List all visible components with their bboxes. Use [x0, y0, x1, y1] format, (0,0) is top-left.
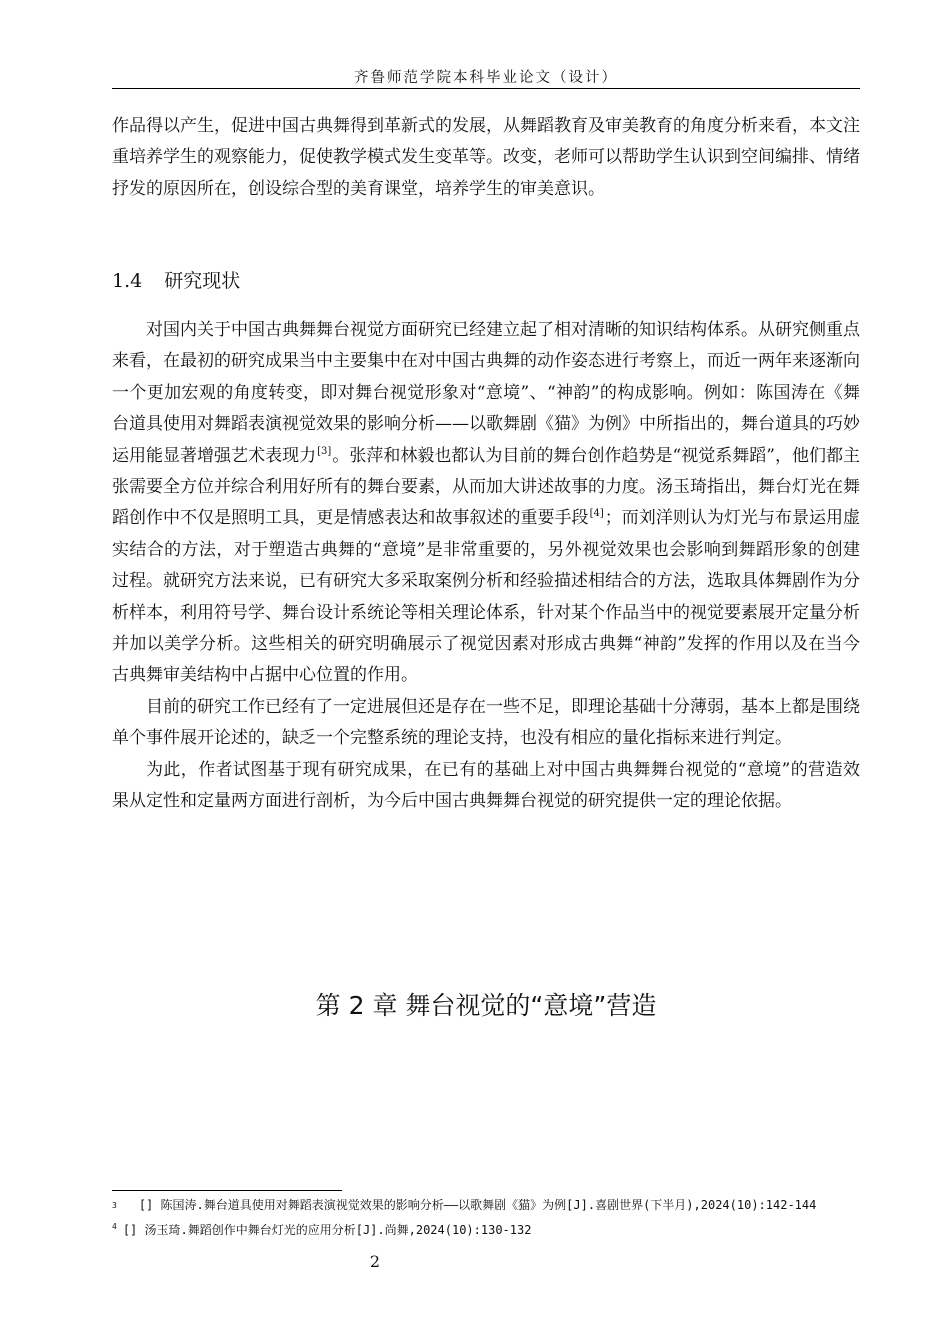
footnote-text: [] 陈国涛.舞台道具使用对舞蹈表演视觉效果的影响分析——以歌舞剧《猫》为例[J].喜剧世界(下半月),2024(10):142-144	[138, 1198, 817, 1212]
footnote-text: [] 汤玉琦.舞蹈创作中舞台灯光的应用分析[J].尚舞,2024(10):130-132	[122, 1223, 532, 1237]
section-heading	[112, 266, 240, 293]
intro-paragraph	[112, 111, 860, 205]
citation-ref-4[interactable]: [4]	[589, 508, 604, 520]
footnotes	[112, 1197, 860, 1239]
footnote-3	[112, 1197, 860, 1218]
footnote-number: 3	[112, 1201, 117, 1210]
intro-paragraph-text: 作品得以产生，促进中国古典舞得到革新式的发展，从舞蹈教育及审美教育的角度分析来看，本文注重培养学生的观察能力，促使教学模式发生变革等。改变，老师可以帮助学生认识到空间编排、情绪抒发的原因所在，创设综合型的美育课堂，培养学生的审美意识。	[112, 116, 860, 199]
purpose-paragraph: 为此，作者试图基于现有研究成果，在已有的基础上对中国古典舞舞台视觉的“意境”的营造效果从定性和定量两方面进行剖析，为今后中国古典舞舞台视觉的研究提供一定的理论依据。	[112, 759, 860, 812]
shortcomings-paragraph: 目前的研究工作已经有了一定进展但还是存在一些不足，即理论基础十分薄弱，基本上都是围绕单个事件展开论述的，缺乏一个完整系统的理论支持，也没有相应的量化指标来进行判定。	[112, 696, 860, 749]
citation-ref-3[interactable]: [3]	[317, 445, 332, 457]
main-body	[112, 315, 860, 818]
chapter-title: 第 2 章 舞台视觉的“意境”营造	[315, 991, 657, 1020]
section-title: 研究现状	[164, 270, 241, 292]
page-number: 2	[369, 1252, 381, 1271]
research-status-paragraph	[112, 315, 860, 692]
paragraph-1-part-1: 对国内关于中国古典舞舞台视觉方面研究已经建立起了相对清晰的知识结构体系。从研究侧重点来看，在最初的研究成果当中主要集中在对中国古典舞的动作姿态进行考察上，而近一两年来逐渐向一个更加宏观的角度转变，即对舞台视觉形象对“意境”、“神韵”的构成影响。例如：陈国涛在《舞台道具使用对舞蹈表演视觉效果的影响分析——以歌舞剧《猫》为例》中所指出的，舞台道具的巧妙运用能显著增强艺术表现力	[112, 320, 860, 466]
footnote-rule	[112, 1190, 342, 1191]
header-rule	[112, 88, 860, 89]
paragraph-1-part-2: 。张萍和林毅也都认为目前的舞台创作趋势是“视觉系舞蹈”，他们都主张需要全方位并综合利用好所有的舞台要素，从而加大讲述故事的力度。汤玉琦指出，舞台灯光在舞蹈创作中不仅是照明工具，更是情感表达和故事叙述的重要手段	[112, 445, 860, 529]
running-header: 齐鲁师范学院本科毕业论文（设计）	[354, 70, 618, 86]
footnote-number: 4	[112, 1222, 117, 1231]
paragraph-1-part-3: ；而刘洋则认为灯光与布景运用虚实结合的方法，对于塑造古典舞的“意境”是非常重要的，另外视觉效果也会影响到舞蹈形象的创建过程。就研究方法来说，已有研究大多采取案例分析和经验描述相结合的方法，选取具体舞剧作为分析样本，利用符号学、舞台设计系统论等相关理论体系，针对某个作品当中的视觉要素展开定量分析并加以美学分析。这些相关的研究明确展示了视觉因素对形成古典舞“神韵”发挥的作用以及在当今古典舞审美结构中占据中心位置的作用。	[112, 508, 861, 686]
footnote-4	[112, 1218, 860, 1239]
section-number: 1.4	[112, 270, 143, 292]
